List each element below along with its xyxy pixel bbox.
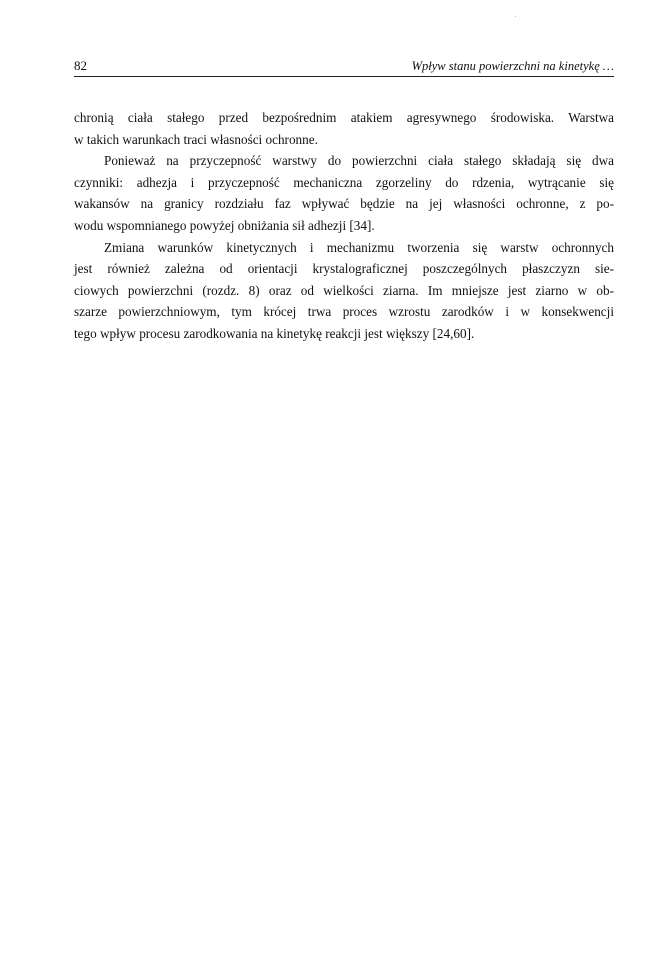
header-rule [74, 76, 614, 77]
text-line: wakansów na granicy rozdziału faz wpływać będzie na jej własności ochronne, z po- [74, 196, 614, 212]
page-number: 82 [74, 58, 87, 73]
paragraph-2 [74, 150, 614, 236]
paragraph-1 [74, 107, 614, 150]
text-line: czynniki: adhezja i przyczepność mechaniczna zgorzeliny do rdzenia, wytrącanie się [74, 174, 614, 190]
paragraph-3 [74, 237, 614, 345]
text-line: w takich warunkach traci własności ochronne. [74, 131, 318, 147]
text-line: Zmiana warunków kinetycznych i mechanizmu tworzenia się warstw ochronnych [104, 239, 614, 255]
running-head [74, 56, 614, 76]
text-line: chronią ciała stałego przed bezpośrednim atakiem agresywnego środowiska. Warstwa [74, 110, 614, 125]
body-text [74, 107, 614, 345]
running-title: Wpływ stanu powierzchni na kinetykę … [411, 59, 614, 73]
text-line: Ponieważ na przyczepność warstwy do powierzchni ciała stałego składają się dwa [104, 153, 614, 169]
text-line: tego wpływ procesu zarodkowania na kinetykę reakcji jest większy [24,60]. [74, 325, 475, 341]
scan-artifact [515, 16, 516, 17]
text-line: ciowych powierzchni (rozdz. 8) oraz od wielkości ziarna. Im mniejsze jest ziarno w ob- [74, 282, 614, 298]
text-line: wodu wspomnianego powyżej obniżania sił adhezji [34]. [74, 217, 375, 233]
text-line: szarze powierzchniowym, tym krócej trwa proces wzrostu zarodków i w konsekwencji [74, 304, 614, 320]
text-line: jest również zależna od orientacji krystalograficznej poszczególnych płaszczyzn sie- [74, 261, 614, 277]
